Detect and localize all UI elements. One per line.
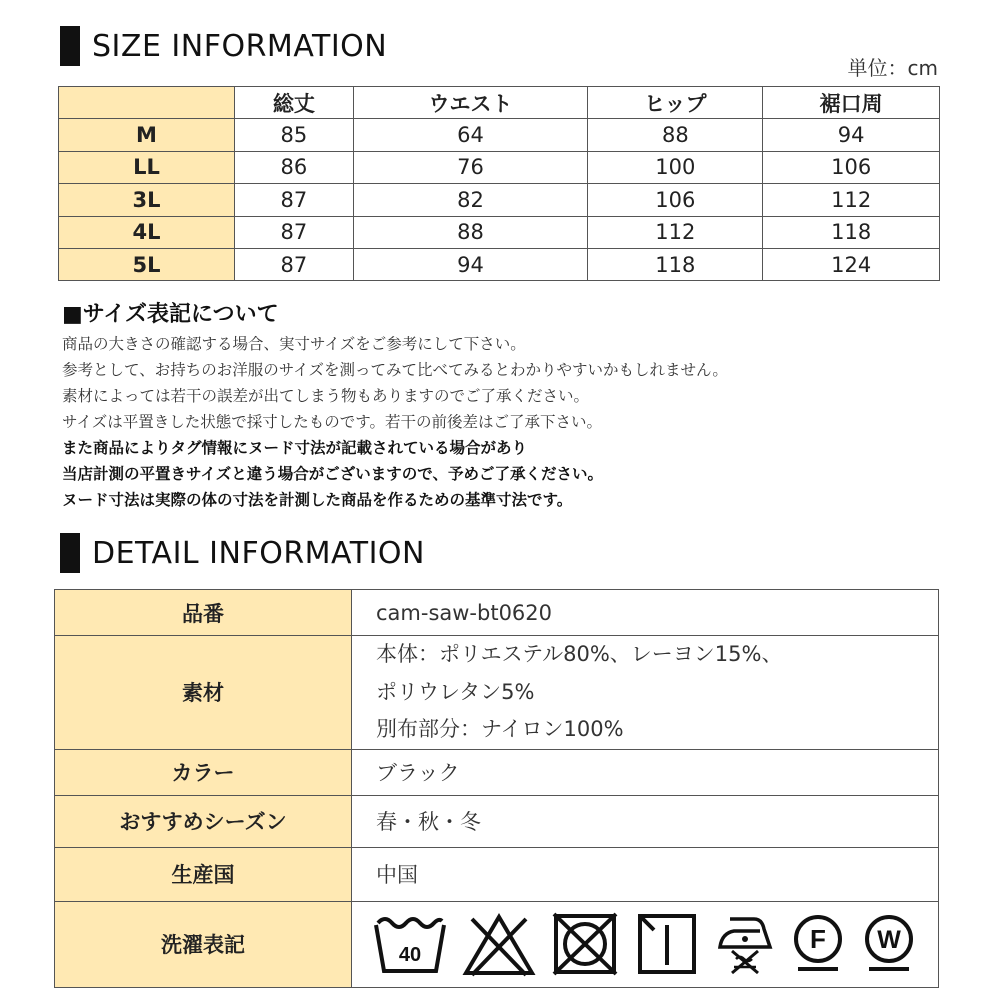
table-cell: 112 [588, 216, 763, 248]
color-value: ブラック [352, 749, 939, 795]
detail-row-product-no [55, 590, 939, 636]
table-cell: 88 [353, 216, 588, 248]
table-cell: 88 [588, 119, 763, 151]
detail-row-origin [55, 847, 939, 901]
column-header: ウエスト [353, 87, 588, 119]
material-line: 本体：ポリエステル80%、レーヨン15%、 [376, 642, 783, 666]
care-symbols [372, 911, 938, 977]
header-bar [60, 533, 80, 573]
no-bleach-icon [462, 911, 536, 977]
detail-row-care [55, 901, 939, 987]
table-row [59, 216, 940, 248]
table-cell: 76 [353, 151, 588, 183]
wash-temp-text: 40 [398, 944, 422, 966]
table-cell: 94 [353, 248, 588, 280]
table-cell: 64 [353, 119, 588, 151]
line-dry-shade-icon [634, 911, 700, 977]
note-line: 商品の大きさの確認する場合、実寸サイズをご参考にして下さい。 [62, 335, 526, 353]
table-cell: 124 [763, 248, 940, 280]
notes-title: ■サイズ表記について [62, 302, 279, 327]
detail-section-title: DETAIL INFORMATION [92, 535, 425, 571]
size-table-corner [59, 87, 235, 119]
table-row [59, 184, 940, 216]
iron-low-icon [714, 911, 776, 977]
size-label: 3L [59, 184, 235, 216]
size-table-header-row [59, 87, 940, 119]
size-label: 4L [59, 216, 235, 248]
table-cell: 112 [763, 184, 940, 216]
table-cell: 86 [235, 151, 354, 183]
unit-label: 単位：cm [847, 56, 938, 80]
note-line: 参考として、お持ちのお洋服のサイズを測ってみて比べてみるとわかりやすいかもしれません。 [62, 361, 728, 379]
notes-body [62, 331, 728, 513]
table-cell: 82 [353, 184, 588, 216]
detail-table [54, 589, 939, 988]
note-line-bold: 当店計測の平置きサイズと違う場合がございますので、予めご了承ください。 [62, 465, 603, 483]
table-cell: 118 [588, 248, 763, 280]
detail-row-color [55, 749, 939, 795]
wash-40-icon [372, 911, 448, 977]
care-value [352, 901, 939, 987]
note-line-bold: また商品によりタグ情報にヌード寸法が記載されている場合があり [62, 439, 528, 457]
table-cell: 87 [235, 248, 354, 280]
dry-clean-letter: F [810, 924, 826, 954]
note-line-bold: ヌード寸法は実際の体の寸法を計測した商品を作るための基準寸法です。 [62, 491, 573, 509]
table-row [59, 248, 940, 280]
material-line: 別布部分：ナイロン100% [376, 717, 624, 741]
season-value: 春・秋・冬 [352, 795, 939, 847]
origin-value: 中国 [352, 847, 939, 901]
size-section-title: SIZE INFORMATION [92, 28, 388, 64]
column-header: 総丈 [235, 87, 354, 119]
material-value [352, 636, 939, 750]
size-label: M [59, 119, 235, 151]
size-section-header [60, 26, 387, 66]
no-tumble-dry-icon [550, 911, 620, 977]
table-row [59, 119, 940, 151]
table-cell: 106 [588, 184, 763, 216]
size-table [58, 86, 940, 281]
detail-key: 生産国 [55, 847, 352, 901]
size-label: LL [59, 151, 235, 183]
size-label: 5L [59, 248, 235, 280]
detail-key: 品番 [55, 590, 352, 636]
table-row [59, 151, 940, 183]
table-cell: 87 [235, 184, 354, 216]
table-cell: 87 [235, 216, 354, 248]
product-no-value: cam-saw-bt0620 [352, 590, 939, 636]
note-line: 素材によっては若干の誤差が出てしまう物もありますのでご了承ください。 [62, 387, 590, 405]
header-bar [60, 26, 80, 66]
detail-key: 素材 [55, 636, 352, 750]
detail-row-season [55, 795, 939, 847]
detail-row-material [55, 636, 939, 750]
column-header: ヒップ [588, 87, 763, 119]
wet-clean-letter: W [877, 926, 901, 954]
detail-section-header [60, 533, 425, 573]
column-header: 裾口周 [763, 87, 940, 119]
wet-clean-w-icon [860, 911, 918, 977]
detail-key: カラー [55, 749, 352, 795]
table-cell: 118 [763, 216, 940, 248]
table-cell: 106 [763, 151, 940, 183]
note-line: サイズは平置きした状態で採寸したものです。若干の前後差はご了承下さい。 [62, 413, 603, 431]
material-line: ポリウレタン5% [376, 679, 535, 704]
table-cell: 85 [235, 119, 354, 151]
table-cell: 100 [588, 151, 763, 183]
detail-key: おすすめシーズン [55, 795, 352, 847]
detail-key: 洗濯表記 [55, 901, 352, 987]
dry-clean-f-icon [790, 911, 846, 977]
table-cell: 94 [763, 119, 940, 151]
